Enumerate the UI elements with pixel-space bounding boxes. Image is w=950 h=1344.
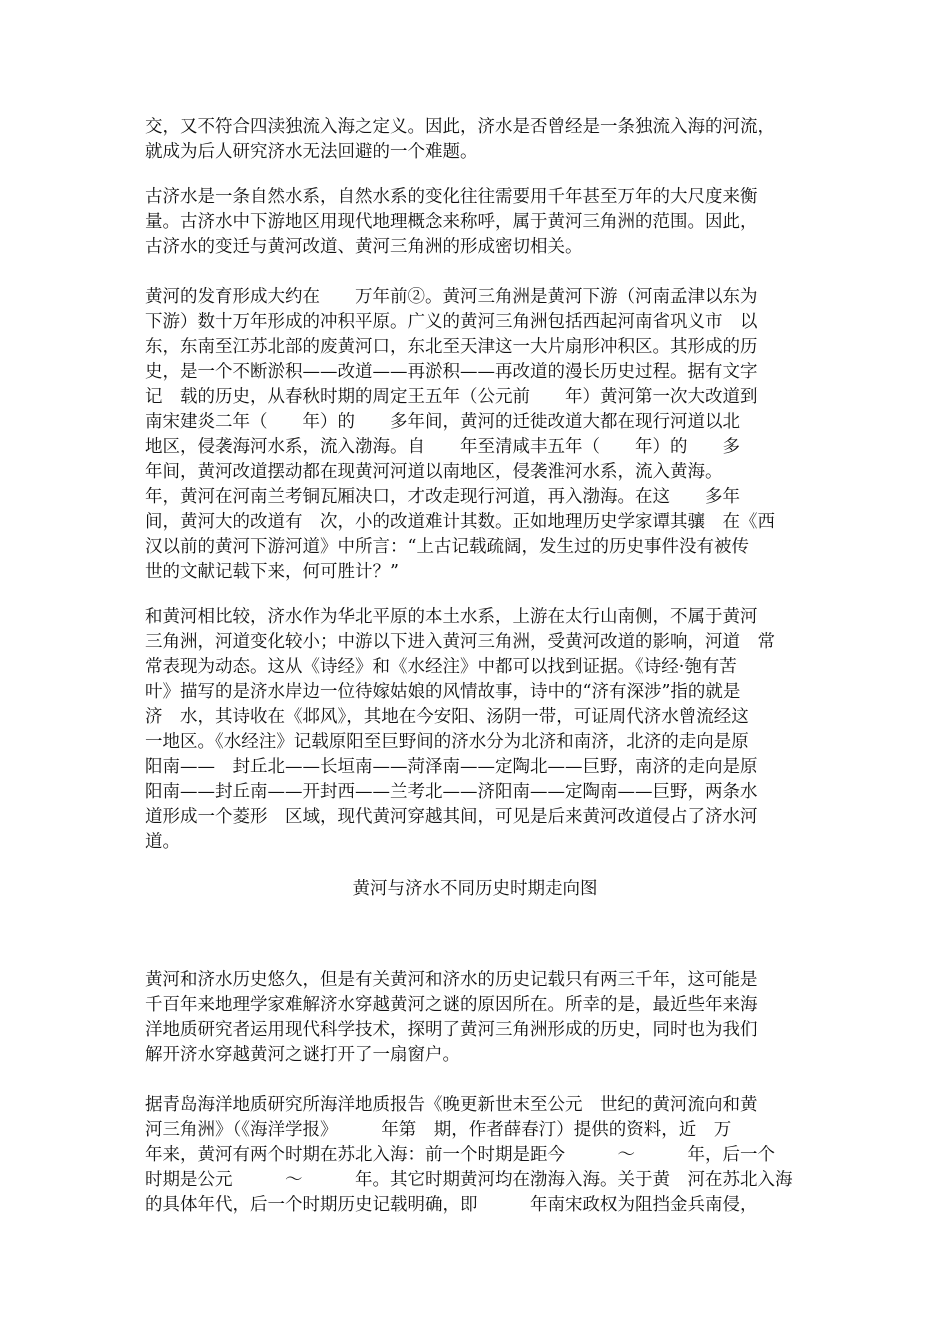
paragraph-1	[145, 115, 810, 165]
text-line: 时期是公元 ～ 年。其它时期黄河均在渤海入海。关于黄 河在苏北入海	[145, 1170, 793, 1190]
text-line: 济 水，其诗收在《邶风》，其地在今安阳、汤阴一带，可证周代济水曾流经这	[145, 707, 749, 727]
text-line: 年，黄河在河南兰考铜瓦厢决口，才改走现行河道，再入渤海。在这 多年	[145, 487, 740, 507]
text-line: 古济水的变迁与黄河改道、黄河三角洲的形成密切相关。	[145, 237, 583, 257]
text-line: 洋地质研究者运用现代科学技术，探明了黄河三角洲形成的历史，同时也为我们	[145, 1020, 758, 1040]
text-line: 阳南—— 封丘北——长垣南——菏泽南——定陶北——巨野，南济的走向是原	[145, 757, 758, 777]
text-line: 年来，黄河有两个时期在苏北入海：前一个时期是距今 ～ 年，后一个	[145, 1145, 775, 1165]
text-line: 河三角洲》（《海洋学报》 年第 期，作者薛春汀）提供的资料，近 万	[145, 1120, 732, 1140]
text-line: 记 载的历史，从春秋时期的周定王五年（公元前 年）黄河第一次大改道到	[145, 387, 758, 407]
paragraph-5	[145, 968, 810, 1068]
text-line: 阳南——封丘南——开封西——兰考北——济阳南——定陶南——巨野，两条水	[145, 782, 758, 802]
text-line: 地区，侵袭海河水系，流入渤海。自 年至清咸丰五年（ 年）的 多	[145, 437, 740, 457]
paragraph-2	[145, 185, 810, 260]
text-line: 史，是一个不断淤积——改道——再淤积——再改道的漫长历史过程。据有文字	[145, 362, 758, 382]
text-line: 年间，黄河改道摆动都在现黄河河道以南地区，侵袭淮河水系，流入黄海。	[145, 462, 723, 482]
text-line: 据青岛海洋地质研究所海洋地质报告《晚更新世末至公元 世纪的黄河流向和黄	[145, 1095, 758, 1115]
text-line: 汉以前的黄河下游河道》中所言：“上古记载疏阔，发生过的历史事件没有被传	[145, 537, 749, 557]
text-line: 解开济水穿越黄河之谜打开了一扇窗户。	[145, 1045, 460, 1065]
text-line: 南宋建炎二年（ 年）的 多年间，黄河的迁徙改道大都在现行河道以北	[145, 412, 740, 432]
text-line: 的具体年代，后一个时期历史记载明确，即 年南宋政权为阻挡金兵南侵，	[145, 1195, 758, 1215]
text-line: 世的文献记载下来，何可胜计？”	[145, 562, 399, 582]
text-line: 东，东南至江苏北部的废黄河口，东北至天津这一大片扇形冲积区。其形成的历	[145, 337, 758, 357]
text-line: 下游）数十万年形成的冲积平原。广义的黄河三角洲包括西起河南省巩义市 以	[145, 312, 758, 332]
paragraph-4	[145, 605, 810, 855]
text-line: 道。	[145, 832, 180, 852]
paragraph-3	[145, 285, 810, 585]
text-line: 千百年来地理学家难解济水穿越黄河之谜的原因所在。所幸的是，最近些年来海	[145, 995, 758, 1015]
text-line: 常表现为动态。这从《诗经》和《水经注》中都可以找到证据。《诗经·匏有苦	[145, 657, 737, 677]
text-line: 交，又不符合四渎独流入海之定义。因此，济水是否曾经是一条独流入海的河流，	[145, 117, 775, 137]
text-line: 量。古济水中下游地区用现代地理概念来称呼，属于黄河三角洲的范围。因此，	[145, 212, 758, 232]
text-line: 就成为后人研究济水无法回避的一个难题。	[145, 142, 478, 162]
text-line: 叶》描写的是济水岸边一位待嫁姑娘的风情故事，诗中的“济有深涉”指的就是	[145, 682, 741, 702]
text-line: 和黄河相比较，济水作为华北平原的本土水系，上游在太行山南侧，不属于黄河	[145, 607, 758, 627]
text-line: 黄河的发育形成大约在 万年前②。黄河三角洲是黄河下游（河南孟津以东为	[145, 287, 758, 307]
paragraph-6	[145, 1093, 810, 1218]
text-line: 黄河和济水历史悠久，但是有关黄河和济水的历史记载只有两三千年，这可能是	[145, 970, 758, 990]
text-line: 间，黄河大的改道有 次，小的改道难计其数。正如地理历史学家谭其骧 在《西	[145, 512, 775, 532]
figure-caption: 黄河与济水不同历史时期走向图	[352, 879, 598, 899]
text-line: 古济水是一条自然水系，自然水系的变化往往需要用千年甚至万年的大尺度来衡	[145, 187, 758, 207]
text-line: 三角洲，河道变化较小；中游以下进入黄河三角洲，受黄河改道的影响，河道 常	[145, 632, 775, 652]
text-line: 一地区。《水经注》记载原阳至巨野间的济水分为北济和南济，北济的走向是原	[145, 732, 749, 752]
text-line: 道形成一个菱形 区域，现代黄河穿越其间，可见是后来黄河改道侵占了济水河	[145, 807, 758, 827]
